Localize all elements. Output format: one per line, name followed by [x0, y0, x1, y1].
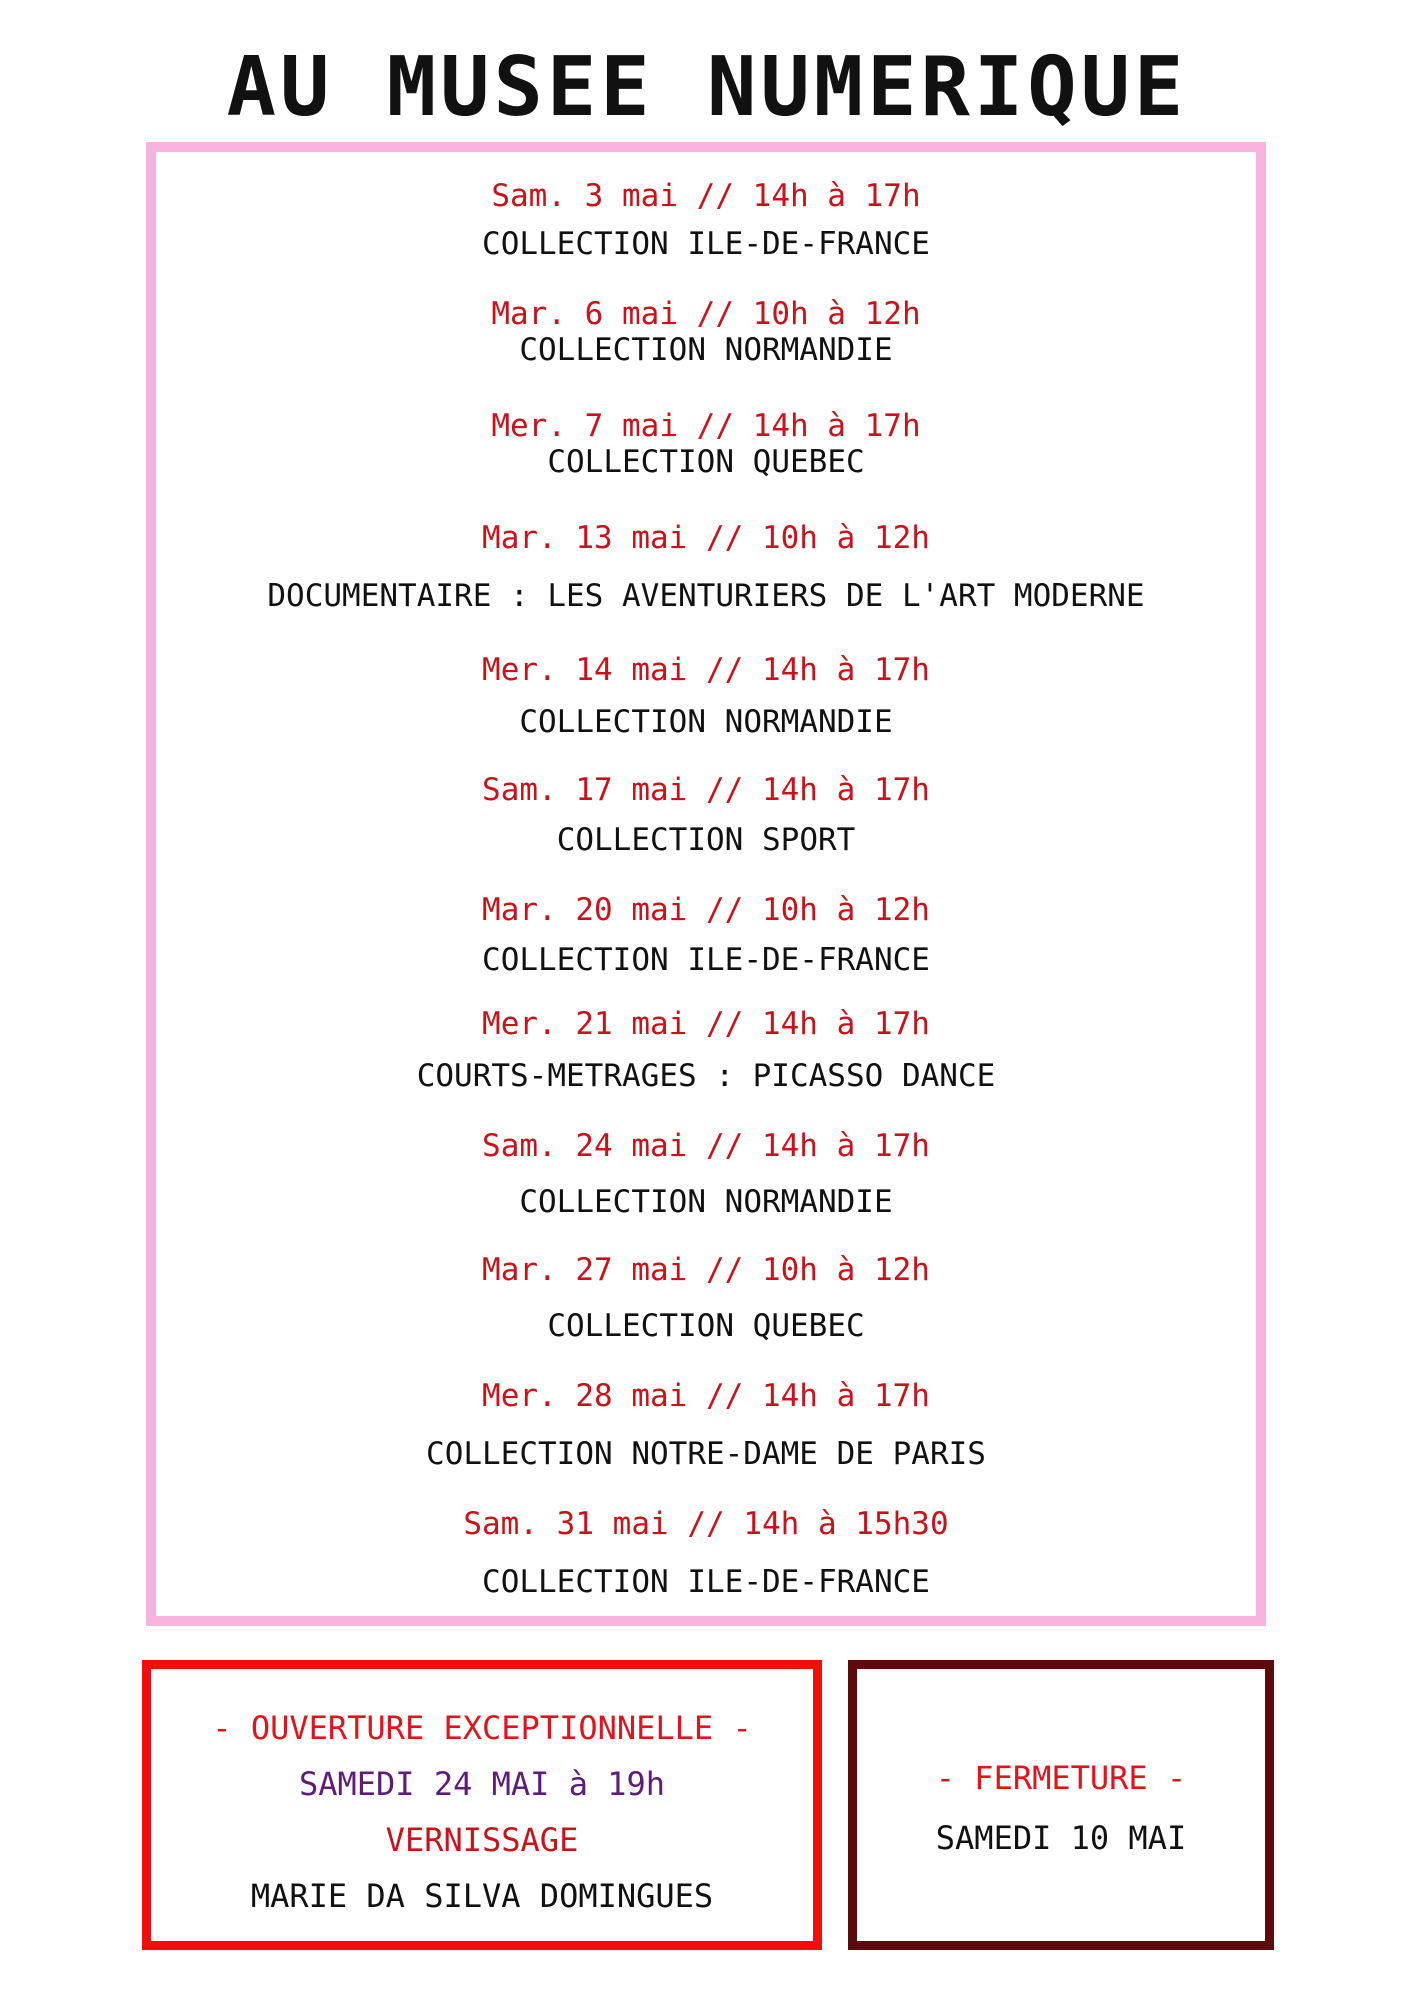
page-title: AU MUSEE NUMERIQUE — [226, 40, 1188, 135]
schedule-event: COLLECTION NORMANDIE — [519, 704, 893, 740]
closing-date: SAMEDI 10 MAI — [935, 1819, 1187, 1857]
schedule-date: Mer. 21 mai // 14h à 17h — [482, 1006, 930, 1042]
closing-heading: - FERMETURE - — [935, 1759, 1187, 1797]
schedule-date: Sam. 24 mai // 14h à 17h — [482, 1128, 930, 1164]
schedule-date: Mar. 13 mai // 10h à 12h — [482, 520, 930, 556]
closing-box — [848, 1660, 1274, 1950]
opening-date: SAMEDI 24 MAI à 19h — [298, 1765, 666, 1803]
schedule-event: COLLECTION QUEBEC — [547, 1308, 865, 1344]
schedule-event: COLLECTION NORMANDIE — [519, 1184, 893, 1220]
opening-box — [142, 1660, 822, 1950]
schedule-date: Mar. 27 mai // 10h à 12h — [482, 1252, 930, 1288]
opening-artist: MARIE DA SILVA DOMINGUES — [250, 1877, 714, 1915]
schedule-date: Mer. 14 mai // 14h à 17h — [482, 652, 930, 688]
schedule-date: Mer. 7 mai // 14h à 17h — [491, 408, 921, 444]
schedule-event: COURTS-METRAGES : PICASSO DANCE — [416, 1058, 996, 1094]
schedule-event: COLLECTION NOTRE-DAME DE PARIS — [426, 1436, 986, 1472]
schedule-event: COLLECTION SPORT — [556, 822, 856, 858]
schedule-event: DOCUMENTAIRE : LES AVENTURIERS DE L'ART MODERNE — [267, 578, 1145, 614]
opening-heading: - OUVERTURE EXCEPTIONNELLE - — [212, 1709, 752, 1747]
schedule-date: Mer. 28 mai // 14h à 17h — [482, 1378, 930, 1414]
schedule-date: Sam. 17 mai // 14h à 17h — [482, 772, 930, 808]
schedule-event: COLLECTION NORMANDIE — [519, 332, 893, 368]
opening-label: VERNISSAGE — [385, 1821, 579, 1859]
schedule-date: Mar. 20 mai // 10h à 12h — [482, 892, 930, 928]
schedule-date: Mar. 6 mai // 10h à 12h — [491, 296, 921, 332]
schedule-event: COLLECTION ILE-DE-FRANCE — [482, 942, 930, 978]
schedule-date: Sam. 31 mai // 14h à 15h30 — [463, 1506, 949, 1542]
schedule-box — [146, 142, 1266, 1626]
schedule-event: COLLECTION QUEBEC — [547, 444, 865, 480]
schedule-event: COLLECTION ILE-DE-FRANCE — [482, 226, 930, 262]
schedule-date: Sam. 3 mai // 14h à 17h — [491, 178, 921, 214]
schedule-event: COLLECTION ILE-DE-FRANCE — [482, 1564, 930, 1600]
